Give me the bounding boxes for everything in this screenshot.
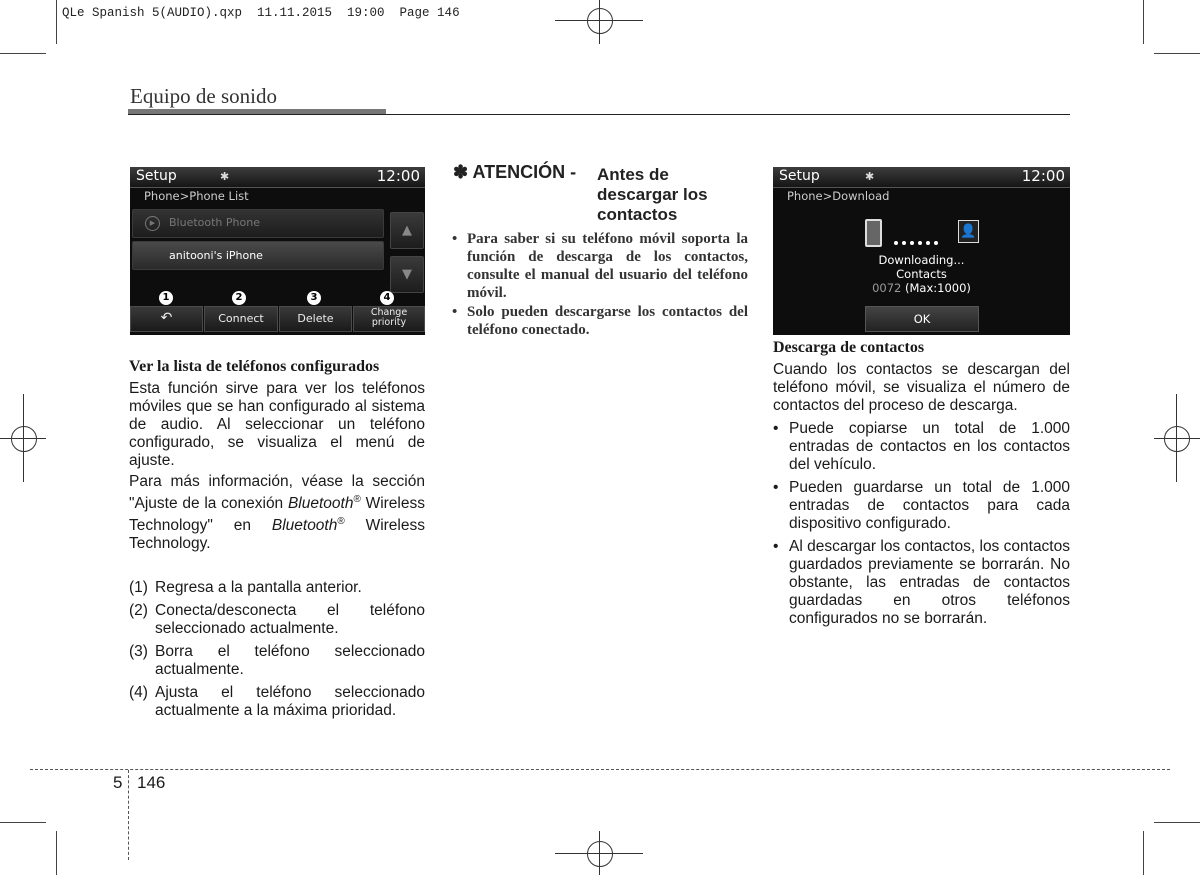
screen-breadcrumb: Phone>Download xyxy=(787,189,890,203)
crop-mark xyxy=(56,831,57,875)
paragraph: Cuando los contactos se descargan del teléfono móvil, se visualiza el número de contactos del proceso de descarga. xyxy=(773,361,1070,414)
numbered-list xyxy=(129,579,425,720)
list-item-label: anitooni's iPhone xyxy=(169,249,263,262)
callout-marker: 1 xyxy=(159,291,173,305)
delete-button[interactable]: Delete xyxy=(279,306,352,332)
attention-label: ATENCIÓN - xyxy=(472,162,577,182)
crop-mark xyxy=(0,822,46,823)
callout-marker: 4 xyxy=(380,291,394,305)
list-item: (2) Conecta/desconecta el teléfono seleccionado actualmente. xyxy=(129,602,425,638)
list-item[interactable] xyxy=(132,209,384,238)
download-label: Contacts xyxy=(896,267,947,281)
attention-list xyxy=(452,230,748,340)
screen-title: Setup xyxy=(136,168,177,184)
list-item: • Al descargar los contactos, los contactos guardados previamente se borrarán. No obstante, las entradas de contactos guardadas en otros teléfonos configurados no se borrarán. xyxy=(773,538,1070,627)
screen-status-bar xyxy=(773,167,1070,188)
change-priority-button[interactable]: Change priority xyxy=(353,306,425,332)
crop-mark xyxy=(0,53,46,54)
scroll-up-button[interactable]: ▲ xyxy=(390,212,424,249)
crop-mark xyxy=(1143,0,1144,44)
screen-breadcrumb: Phone>Phone List xyxy=(144,189,249,203)
attention-subtitle: Antes de descargar los contactos xyxy=(597,165,708,224)
list-item[interactable] xyxy=(132,241,384,270)
crop-mark xyxy=(56,0,57,44)
screen-status-bar xyxy=(130,167,425,188)
download-status: Downloading... xyxy=(878,253,965,267)
list-item: • Solo pueden descargarse los contactos del teléfono conectado. xyxy=(452,304,748,338)
ok-button[interactable]: OK xyxy=(865,306,979,332)
header-rule xyxy=(128,114,1070,115)
left-column xyxy=(129,358,425,725)
footer-dashed-rule xyxy=(30,769,1170,770)
back-button[interactable] xyxy=(130,306,203,332)
paragraph: Esta función sirve para ver los teléfonos móviles que se han configurado al sistema de audio. Al seleccionar un teléfono configurado, se visualiza el menú de ajuste. xyxy=(129,380,425,469)
list-item: • Para saber si su teléfono móvil soporta la función de descarga de los contactos, consulte el manual del usuario del teléfono móvil. xyxy=(452,231,748,301)
screen-title: Setup xyxy=(779,168,820,184)
right-column xyxy=(773,339,1070,633)
footer-dashed-divider xyxy=(128,770,129,860)
crop-mark xyxy=(1154,822,1200,823)
callout-marker: 2 xyxy=(232,291,246,305)
screen-clock: 12:00 xyxy=(1021,167,1065,185)
section-heading: Ver la lista de teléfonos configurados xyxy=(129,358,380,375)
list-item: (1) Regresa a la pantalla anterior. xyxy=(129,579,362,597)
list-item: (3) Borra el teléfono seleccionado actualmente. xyxy=(129,643,425,679)
attention-heading xyxy=(453,162,576,183)
list-item-label: Bluetooth Phone xyxy=(169,216,260,229)
connect-button[interactable]: Connect xyxy=(204,306,278,332)
bluetooth-icon: ✱ xyxy=(865,170,875,183)
screen-clock: 12:00 xyxy=(376,167,420,185)
play-icon: ▶ xyxy=(145,216,160,231)
page-number: 146 xyxy=(137,773,166,792)
bluetooth-icon: ✱ xyxy=(220,170,230,183)
list-item: • Pueden guardarse un total de 1.000 entradas de contactos para cada dispositivo configurado. xyxy=(773,479,1070,532)
scroll-down-button[interactable]: ▼ xyxy=(390,256,424,293)
download-count: 0072 (Max:1000) xyxy=(872,281,971,295)
crop-mark xyxy=(1154,53,1200,54)
print-slug: QLe Spanish 5(AUDIO).qxp 11.11.2015 19:00 Page 146 xyxy=(62,6,460,20)
list-item: • Puede copiarse un total de 1.000 entradas de contactos en los contactos del vehículo. xyxy=(773,420,1070,473)
section-heading: Descarga de contactos xyxy=(773,339,925,356)
callout-marker: 3 xyxy=(307,291,321,305)
back-arrow-icon: ↶ xyxy=(160,310,173,326)
chapter-number: 5 xyxy=(113,773,123,792)
download-screenshot xyxy=(773,167,1070,335)
phone-list-screenshot xyxy=(130,167,425,335)
crop-mark xyxy=(1143,831,1144,875)
section-title: Equipo de sonido xyxy=(130,84,277,108)
bullet-list xyxy=(773,420,1070,628)
paragraph: Para más información, véase la sección "Ajuste de la conexión Bluetooth® Wireless Technology" en Bluetooth® Wireless Technology. xyxy=(129,473,425,553)
phone-icon xyxy=(865,219,882,247)
list-item: (4) Ajusta el teléfono seleccionado actualmente a la máxima prioridad. xyxy=(129,684,425,720)
contact-card-icon: 👤 xyxy=(958,220,979,243)
attention-icon: ✽ xyxy=(453,162,469,182)
progress-dots-icon xyxy=(894,230,942,249)
